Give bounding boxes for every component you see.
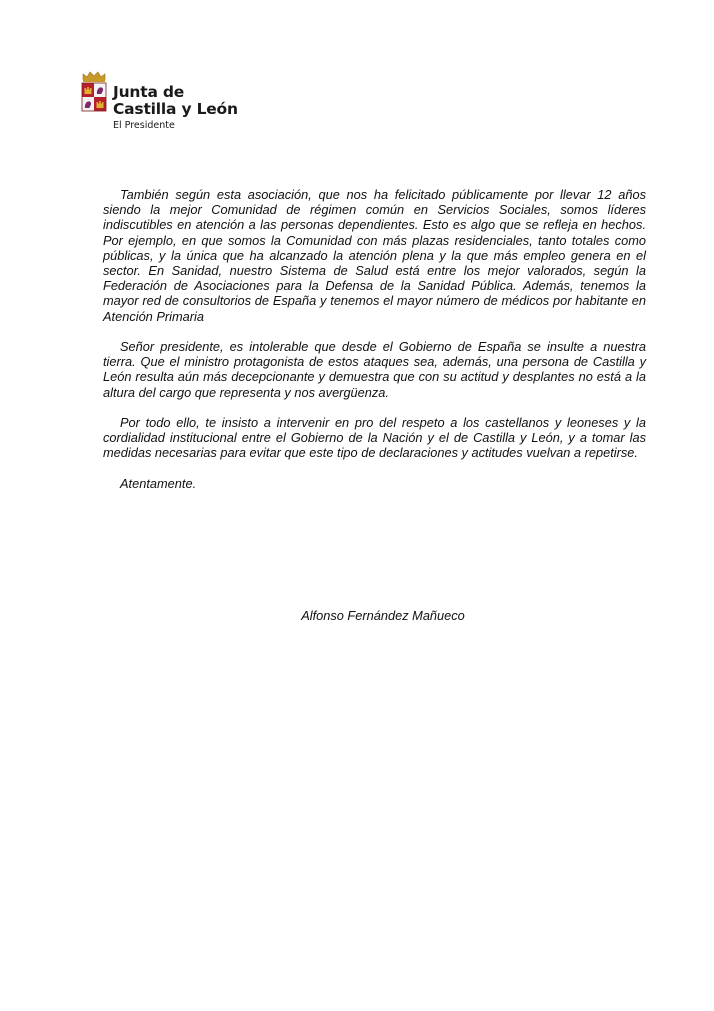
- closing-salutation: Atentamente.: [120, 475, 197, 491]
- logo-text: [113, 84, 238, 132]
- logo-line-1: Junta de: [113, 83, 185, 101]
- signature-name: Alfonso Fernández Mañueco: [301, 608, 465, 623]
- paragraph-1: También según esta asociación, que nos ha felicitado públicamente por llevar 12 años siendo la mejor Comunidad de régimen común en Servicios Sociales, somos líderes indiscutibles en atención a las personas dependientes. Esto es algo que se refleja en hechos. Por ejemplo, en que somos la Comunidad con más plazas residenciales, tanto totales como públicas, y la única que ha alcanzado la atención plena y la que más empleo genera en el sector. En Sanidad, nuestro Sistema de Salud está entre los mejor valorados, según la Federación de Asociaciones para la Defensa de la Sanidad Pública. Además, tenemos la mayor red de consultorios de España y tenemos el mayor número de médicos por habitante en Atención Primaria: [103, 187, 646, 324]
- paragraph-3: Por todo ello, te insisto a intervenir en pro del respeto a los castellanos y leoneses y la cordialidad institucional entre el Gobierno de la Nación y el de Castilla y León, y a tomar las medidas necesarias para evitar que este tipo de declaraciones y actitudes vuelvan a repetirse.: [103, 415, 646, 461]
- institution-logo: [80, 70, 240, 134]
- paragraph-2: Señor presidente, es intolerable que desde el Gobierno de España se insulte a nuestra tierra. Que el ministro protagonista de estos ataques sea, además, una persona de Castilla y León resulta aún más decepcionante y demuestra que con su actitud y desplantes no está a la altura del cargo que representa y nos avergüenza.: [103, 339, 646, 400]
- logo-line-2: Castilla y León: [113, 100, 238, 118]
- logo-subtitle: El Presidente: [113, 120, 175, 131]
- letter-body: [103, 187, 646, 491]
- coat-of-arms-icon: [80, 70, 108, 118]
